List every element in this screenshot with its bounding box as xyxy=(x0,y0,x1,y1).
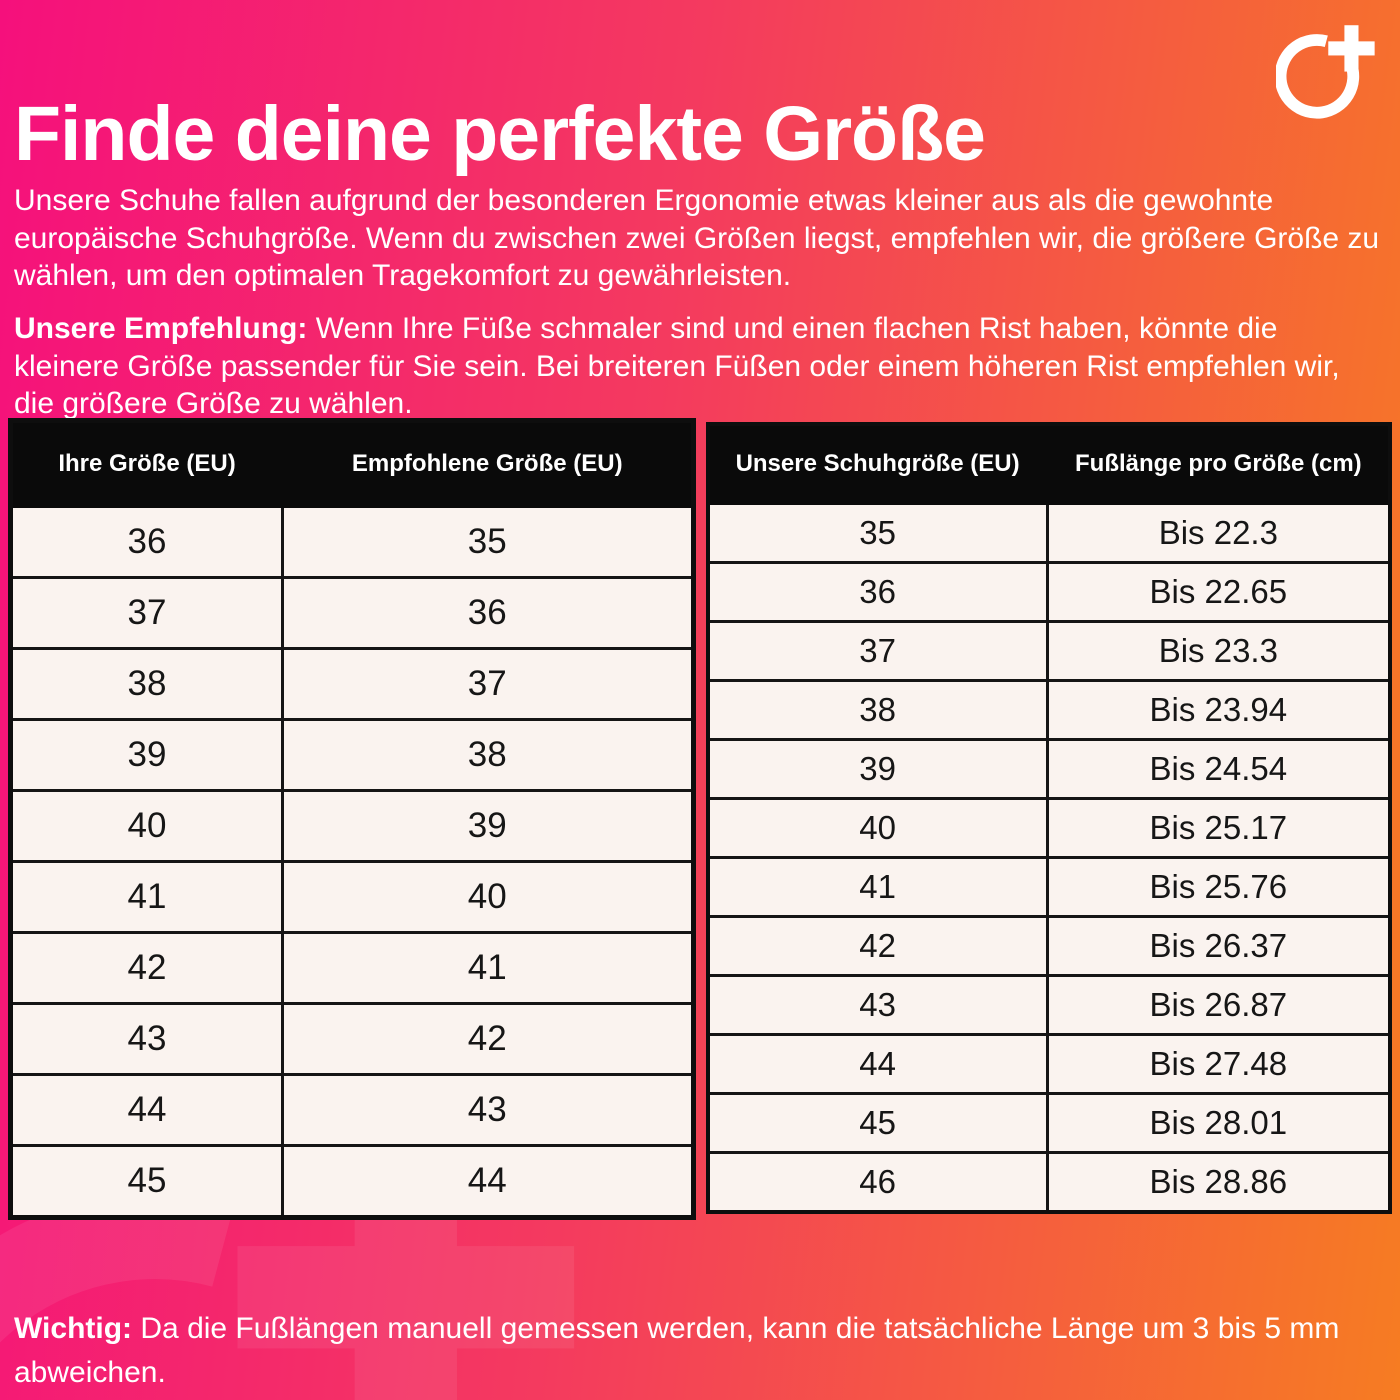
table-row xyxy=(11,791,694,862)
table-header-cell: Fußlänge pro Größe (cm) xyxy=(1047,424,1390,504)
table-row xyxy=(11,1004,694,1075)
table-row xyxy=(708,563,1391,622)
table-header-row xyxy=(11,421,694,507)
table-cell: 36 xyxy=(708,563,1048,622)
table-cell: 41 xyxy=(283,933,693,1004)
table-cell: 39 xyxy=(11,720,283,791)
table-cell: Bis 23.3 xyxy=(1047,622,1390,681)
table-cell: 38 xyxy=(11,649,283,720)
table-cell: 40 xyxy=(11,791,283,862)
recommendation-body: Wenn Ihre Füße schmaler sind und einen flachen Rist haben, könnte die kleinere Größe passender für Sie sein. Bei breiteren Füßen oder einem höheren Rist empfehlen wir, die größere Größe zu wählen. xyxy=(14,312,1340,420)
table-row xyxy=(11,933,694,1004)
table-cell: 43 xyxy=(708,976,1048,1035)
table-cell: 44 xyxy=(283,1146,693,1218)
table-row xyxy=(11,578,694,649)
recommendation-text xyxy=(14,310,1386,423)
table-row xyxy=(708,1153,1391,1213)
table-cell: 38 xyxy=(283,720,693,791)
table-cell: 44 xyxy=(708,1035,1048,1094)
table-cell: 42 xyxy=(11,933,283,1004)
footer-lead: Wichtig: xyxy=(14,1312,133,1345)
table-cell: 36 xyxy=(283,578,693,649)
table-row xyxy=(11,649,694,720)
table-row xyxy=(708,1035,1391,1094)
table-cell: Bis 26.87 xyxy=(1047,976,1390,1035)
table-cell: 37 xyxy=(708,622,1048,681)
table-row xyxy=(708,622,1391,681)
table-row xyxy=(11,862,694,933)
table-cell: 40 xyxy=(283,862,693,933)
table-cell: 46 xyxy=(708,1153,1048,1213)
page-title: Finde deine perfekte Größe xyxy=(14,90,985,177)
table-cell: Bis 22.3 xyxy=(1047,504,1390,563)
table-cell: Bis 23.94 xyxy=(1047,681,1390,740)
table-row xyxy=(708,681,1391,740)
table-cell: Bis 28.01 xyxy=(1047,1094,1390,1153)
table-row xyxy=(708,504,1391,563)
table-header-cell: Empfohlene Größe (EU) xyxy=(283,421,693,507)
table-cell: 35 xyxy=(708,504,1048,563)
o-plus-logo-icon xyxy=(1276,20,1376,120)
table-cell: 45 xyxy=(11,1146,283,1218)
table-header-row xyxy=(708,424,1391,504)
table-row xyxy=(11,1146,694,1218)
size-conversion-table xyxy=(8,418,696,1220)
foot-length-table xyxy=(706,422,1393,1214)
table-cell: 36 xyxy=(11,507,283,578)
table-cell: 43 xyxy=(11,1004,283,1075)
table-cell: 37 xyxy=(283,649,693,720)
table-cell: 43 xyxy=(283,1075,693,1146)
table-header-cell: Ihre Größe (EU) xyxy=(11,421,283,507)
table-row xyxy=(708,858,1391,917)
footer-note xyxy=(14,1307,1359,1395)
table-cell: Bis 24.54 xyxy=(1047,740,1390,799)
table-row xyxy=(708,799,1391,858)
table-row xyxy=(708,976,1391,1035)
footer-body: Da die Fußlängen manuell gemessen werden, kann die tatsächliche Länge um 3 bis 5 mm abweichen. xyxy=(14,1312,1340,1390)
size-tables-section xyxy=(8,418,1392,1220)
table-cell: Bis 25.17 xyxy=(1047,799,1390,858)
table-cell: 42 xyxy=(708,917,1048,976)
recommendation-lead: Unsere Empfehlung: xyxy=(14,312,308,345)
table-cell: 39 xyxy=(283,791,693,862)
table-cell: Bis 27.48 xyxy=(1047,1035,1390,1094)
table-cell: 44 xyxy=(11,1075,283,1146)
table-row xyxy=(708,740,1391,799)
table-cell: 41 xyxy=(708,858,1048,917)
table-cell: Bis 26.37 xyxy=(1047,917,1390,976)
table-cell: Bis 25.76 xyxy=(1047,858,1390,917)
table-cell: 37 xyxy=(11,578,283,649)
table-cell: 40 xyxy=(708,799,1048,858)
table-row xyxy=(11,507,694,578)
table-row xyxy=(11,1075,694,1146)
table-cell: 35 xyxy=(283,507,693,578)
table-row xyxy=(708,917,1391,976)
table-cell: 45 xyxy=(708,1094,1048,1153)
table-cell: 42 xyxy=(283,1004,693,1075)
table-row xyxy=(11,720,694,791)
table-cell: Bis 28.86 xyxy=(1047,1153,1390,1213)
table-cell: Bis 22.65 xyxy=(1047,563,1390,622)
table-cell: 39 xyxy=(708,740,1048,799)
table-cell: 41 xyxy=(11,862,283,933)
intro-text: Unsere Schuhe fallen aufgrund der besonderen Ergonomie etwas kleiner aus als die gewohnte europäische Schuhgröße. Wenn du zwischen zwei Größen liegst, empfehlen wir, die größere Größe zu wählen, um den optimalen Tragekomfort zu gewährleisten. xyxy=(14,184,1380,292)
table-header-cell: Unsere Schuhgröße (EU) xyxy=(708,424,1048,504)
table-row xyxy=(708,1094,1391,1153)
table-cell: 38 xyxy=(708,681,1048,740)
